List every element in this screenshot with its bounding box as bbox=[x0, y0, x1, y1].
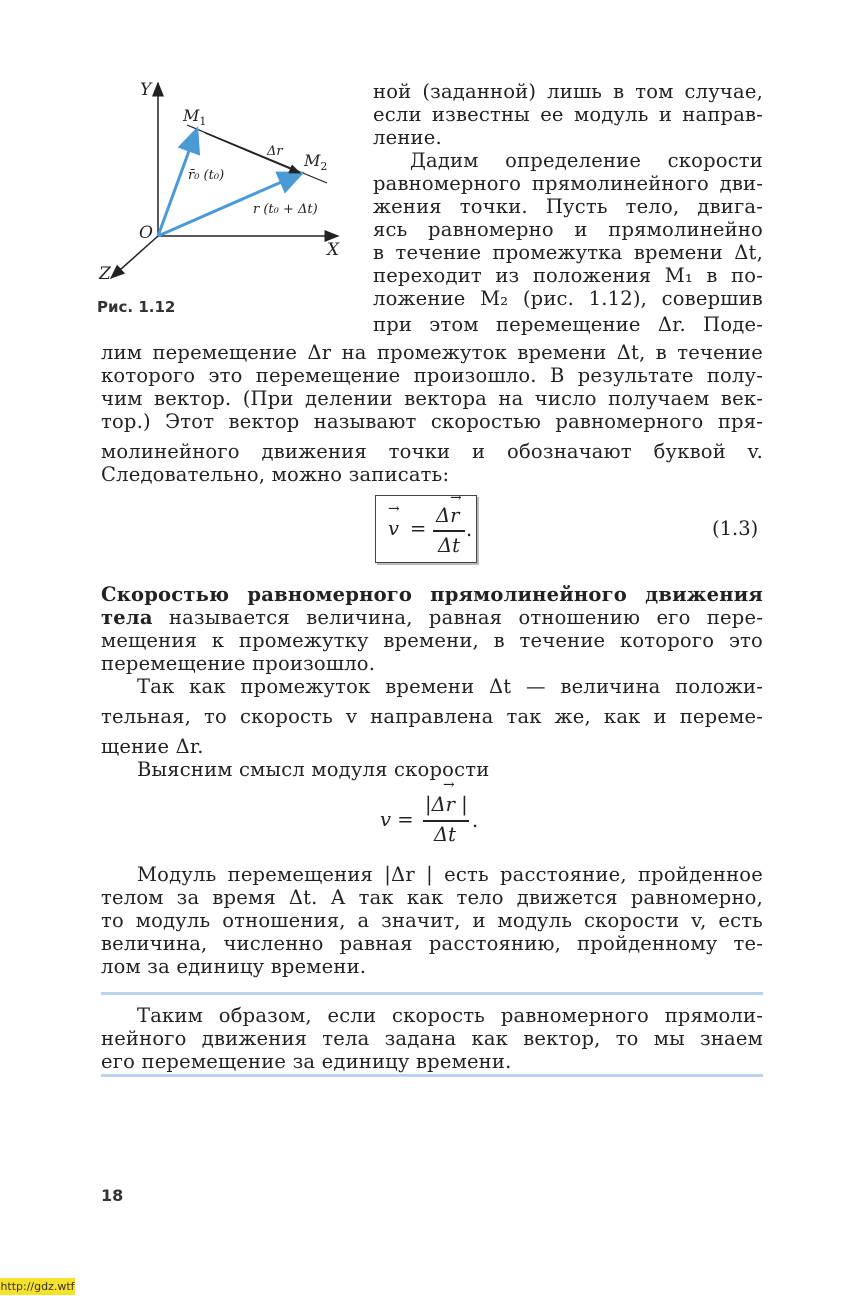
definition-line: мещения к промежутку времени, в течение которого это bbox=[101, 629, 763, 652]
definition-line: перемещение произошло. bbox=[101, 652, 376, 675]
axis-z-label: Z bbox=[99, 264, 111, 284]
vector-r-t-label: r (t₀ + Δt) bbox=[253, 202, 318, 217]
text-line: ясь равномерно и прямолинейно bbox=[373, 218, 763, 241]
text-line: при этом перемещение Δr. Поде- bbox=[373, 313, 763, 336]
point-m2-label: $M_2$ bbox=[304, 151, 328, 173]
fraction-bar bbox=[423, 820, 469, 822]
fraction-bar bbox=[433, 530, 465, 532]
formula-denominator: Δt bbox=[438, 534, 460, 557]
formula-v: v bbox=[388, 517, 400, 540]
text-line: щение Δr. bbox=[101, 735, 204, 758]
text-line: ложение M₂ (рис. 1.12), совершив bbox=[373, 287, 763, 310]
vector-arrow: → bbox=[388, 501, 400, 517]
origin-label: O bbox=[139, 223, 153, 243]
vector-arrow: → bbox=[450, 490, 462, 506]
figure-caption: Рис. 1.12 bbox=[97, 298, 176, 316]
summary-line: Таким образом, если скорость равномерного прямоли- bbox=[137, 1004, 763, 1027]
formula-numerator: |Δr | bbox=[425, 793, 468, 816]
equation-number: (1.3) bbox=[712, 517, 759, 540]
text-line: лом за единицу времени. bbox=[101, 955, 367, 978]
text-line: телом за время Δt. А так как тело движется равномерно, bbox=[101, 886, 763, 909]
text-line: если известны ее модуль и направ- bbox=[373, 103, 763, 126]
page-number: 18 bbox=[101, 1186, 124, 1205]
formula-lhs: v = bbox=[380, 808, 414, 831]
vector-delta-r bbox=[205, 133, 300, 173]
text-line: Дадим определение скорости bbox=[410, 149, 763, 172]
summary-line: нейного движения тела задана как вектор, то мы знаем bbox=[101, 1027, 763, 1050]
summary-line: его перемещение за единицу времени. bbox=[101, 1050, 512, 1073]
definition-rest: называется величина, равная отношению его пере- bbox=[152, 606, 763, 629]
text-line: чим вектор. (При делении вектора на число получаем век- bbox=[101, 387, 763, 410]
text-line: Модуль перемещения |Δr | есть расстояние, пройденное bbox=[137, 863, 763, 886]
definition-line: Скоростью равномерного прямолинейного движения bbox=[101, 583, 763, 606]
watermark-link[interactable]: http://gdz.wtf bbox=[0, 1280, 75, 1293]
vector-r0-label: r̄₀ (t₀) bbox=[188, 168, 225, 183]
point-m1-label: $M_1$ bbox=[183, 106, 207, 128]
text-line: жения точки. Пусть тело, двига- bbox=[373, 195, 763, 218]
text-line: ной (заданной) лишь в том случае, bbox=[373, 80, 763, 103]
formula-equals: = bbox=[410, 517, 427, 540]
text-line: лим перемещение Δr на промежуток времени Δt, в течение bbox=[101, 341, 763, 364]
text-line: равномерного прямолинейного дви- bbox=[373, 172, 763, 195]
formula-numerator: Δr bbox=[436, 504, 460, 527]
summary-top-rule bbox=[101, 992, 763, 995]
text-line: величина, численно равная расстоянию, пройденному те- bbox=[101, 932, 763, 955]
axis-x-label: X bbox=[327, 240, 340, 260]
summary-bottom-rule bbox=[101, 1074, 763, 1077]
text-line: тельная, то скорость v направлена так же, как и переме- bbox=[101, 705, 763, 728]
text-line: Следовательно, можно записать: bbox=[101, 463, 450, 486]
definition-line bbox=[101, 606, 763, 629]
definition-bold-word: тела bbox=[101, 606, 153, 629]
text-line: которого это перемещение произошло. В результате полу- bbox=[101, 364, 763, 387]
text-line: Выясним смысл модуля скорости bbox=[137, 758, 490, 781]
formula-period: . bbox=[472, 809, 479, 832]
text-line: переходит из положения M₁ в по- bbox=[373, 264, 763, 287]
text-line: ление. bbox=[373, 126, 442, 149]
formula-modulus bbox=[380, 777, 500, 852]
vector-arrow: → bbox=[443, 777, 455, 793]
formula-box bbox=[375, 490, 477, 563]
formula-period: . bbox=[466, 518, 473, 541]
vector-delta-r-label: Δr bbox=[267, 144, 283, 159]
formula-denominator: Δt bbox=[434, 823, 456, 846]
axis-y-label: Y bbox=[140, 80, 152, 100]
text-line: то модуль отношения, а значит, и модуль скорости v, есть bbox=[101, 909, 763, 932]
text-line: Так как промежуток времени Δt — величина положи- bbox=[137, 675, 763, 698]
text-line: в течение промежутка времени Δt, bbox=[373, 241, 763, 264]
text-line: молинейного движения точки и обозначают буквой v. bbox=[101, 440, 763, 463]
figure-1-12 bbox=[95, 75, 360, 300]
text-line: тор.) Этот вектор называют скоростью равномерного пря- bbox=[101, 410, 763, 433]
